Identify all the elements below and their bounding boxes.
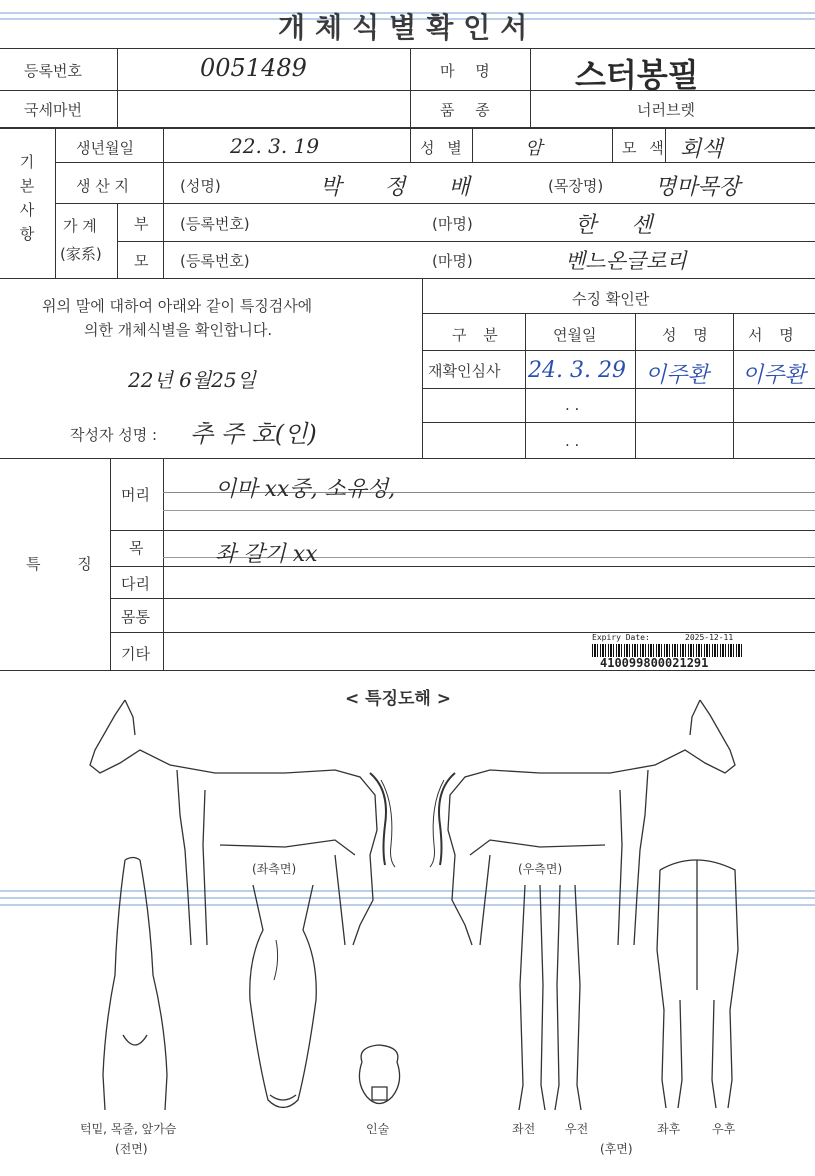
farm-value: 명마목장	[655, 175, 741, 200]
reg-number-value: 0051489	[200, 54, 307, 82]
owner-value: 박 정 배	[320, 175, 488, 200]
fore-right-label: 우전	[565, 1122, 589, 1136]
origin-label: 생 산 지	[76, 177, 130, 195]
inspection-row3-date: . .	[565, 432, 580, 450]
feature-head-label: 머리	[121, 486, 150, 504]
dam-name-label: (마명)	[432, 252, 473, 270]
basic-section-label: 기본사항	[19, 153, 35, 243]
expiry-value: 2025-12-11	[685, 633, 734, 642]
left-side-label: (좌측면)	[252, 862, 297, 876]
feature-body-label: 몸통	[121, 608, 150, 626]
pedigree-hanja: (家系)	[60, 245, 102, 263]
breed-label: 품 종	[440, 101, 498, 119]
diagram-title: < 특징도해 >	[345, 689, 452, 709]
author-value: 추 주 호(인)	[190, 420, 317, 448]
rear-view-label: (후면)	[600, 1142, 633, 1156]
color-label: 모 색	[622, 139, 668, 157]
horse-front-legs-icon	[505, 885, 595, 1115]
inspection-row1-date: 24. 3. 29	[528, 358, 626, 383]
pedigree-label: 가 계	[63, 217, 97, 235]
birth-label: 생년월일	[76, 139, 134, 157]
front-view-label: (전면)	[115, 1142, 148, 1156]
barcode-number: 410099800021291	[600, 656, 709, 670]
sex-value: 암	[525, 138, 543, 159]
owner-label: (성명)	[180, 177, 221, 195]
sire-name-value: 한 센	[575, 213, 667, 238]
horse-name-value: 스터봉필	[575, 56, 699, 94]
horse-lip-icon	[352, 1042, 407, 1112]
horse-front-view-icon	[95, 855, 175, 1115]
feature-neck-label: 목	[129, 539, 144, 557]
color-value: 회색	[680, 137, 723, 162]
barcode-sticker	[590, 633, 760, 673]
inspection-title: 수징 확인란	[572, 290, 650, 308]
right-side-label: (우측면)	[518, 862, 563, 876]
intl-number-label: 국세마번	[24, 101, 82, 119]
expiry-label: Expiry Date:	[592, 633, 650, 642]
confirm-date: 22년 6월25일	[128, 368, 256, 392]
inspection-row1-sign: 이주환	[742, 363, 806, 388]
sire-reg-label: (등록번호)	[180, 215, 250, 233]
hind-right-label: 우후	[712, 1122, 736, 1136]
horse-head-view-icon	[238, 880, 328, 1120]
dam-reg-label: (등록번호)	[180, 252, 250, 270]
document-title: 개체식별확인서	[278, 11, 538, 44]
inspection-header-sign: 서 명	[748, 326, 800, 344]
horse-rear-view-icon	[650, 850, 745, 1115]
dam-name-value: 벤느온글로리	[565, 249, 687, 273]
sex-label: 성 별	[420, 139, 466, 157]
features-section-label: 특 징	[26, 555, 108, 573]
inspection-row1-name: 이주환	[645, 363, 709, 388]
inspection-row2-date: . .	[565, 396, 580, 414]
feature-neck-value: 좌 갈기 xx	[215, 542, 318, 567]
farm-label: (목장명)	[548, 177, 604, 195]
sire-label: 부	[134, 215, 149, 233]
reg-number-label: 등록번호	[24, 62, 82, 80]
feature-leg-label: 다리	[121, 575, 150, 593]
breed-value: 너러브렛	[637, 101, 695, 119]
feature-head-value: 이마 xx중, 소유성,	[215, 477, 396, 502]
inspection-header-type: 구 분	[452, 326, 504, 344]
inspection-header-name: 성 명	[662, 326, 714, 344]
birth-value: 22. 3. 19	[230, 134, 320, 158]
feature-etc-label: 기타	[121, 645, 150, 663]
author-label: 작성자 성명 :	[70, 426, 158, 444]
confirm-text-line2: 의한 개체식별을 확인합니다.	[84, 321, 273, 339]
dam-label: 모	[134, 252, 149, 270]
horse-name-label: 마 명	[440, 62, 498, 80]
inspection-header-date: 연월일	[553, 326, 597, 344]
sire-name-label: (마명)	[432, 215, 473, 233]
confirm-text-line1: 위의 말에 대하여 아래와 같이 특징검사에	[42, 297, 313, 315]
inspection-row1-type: 재확인심사	[428, 362, 501, 380]
lip-label: 인술	[366, 1122, 390, 1136]
fore-left-label: 좌전	[512, 1122, 536, 1136]
hind-left-label: 좌후	[657, 1122, 681, 1136]
front-caption: 턱밑, 목줄, 앞가슴	[80, 1122, 177, 1136]
